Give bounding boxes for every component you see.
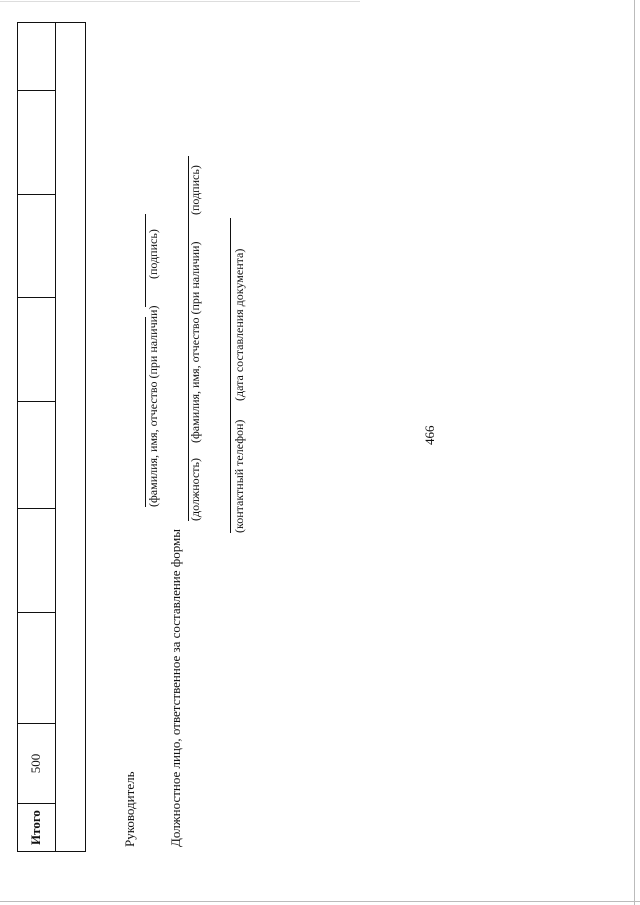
table-cell bbox=[18, 402, 56, 509]
phone-hint: (контактный телефон) bbox=[232, 419, 246, 533]
table-cell bbox=[18, 91, 56, 195]
total-label-cell: Итого bbox=[18, 804, 56, 852]
head-signature-hint: (подпись) bbox=[146, 229, 160, 279]
responsible-signature-hint: (подпись) bbox=[188, 165, 202, 215]
head-name-hint: (фамилия, имя, отчество (при наличии) bbox=[146, 305, 160, 507]
table-cell bbox=[18, 195, 56, 298]
total-code-cell: 500 bbox=[18, 724, 56, 804]
table-cell bbox=[18, 23, 56, 91]
page-number: 466 bbox=[422, 425, 437, 445]
responsible-label: Должностное лицо, ответственное за составление формы bbox=[168, 529, 183, 847]
table-cell bbox=[18, 509, 56, 613]
table-border-strip bbox=[55, 23, 85, 852]
responsible-name-hint: (фамилия, имя, отчество (при наличии) bbox=[188, 241, 202, 443]
table-cell bbox=[18, 298, 56, 402]
table-strip-cell bbox=[55, 23, 85, 852]
head-label: Руководитель bbox=[122, 771, 137, 847]
total-table bbox=[17, 22, 86, 852]
total-row bbox=[18, 23, 56, 852]
date-hint: (дата составления документа) bbox=[232, 248, 246, 401]
phone-date-line bbox=[230, 218, 231, 533]
table-cell bbox=[18, 613, 56, 724]
position-hint: (должность) bbox=[188, 458, 202, 521]
